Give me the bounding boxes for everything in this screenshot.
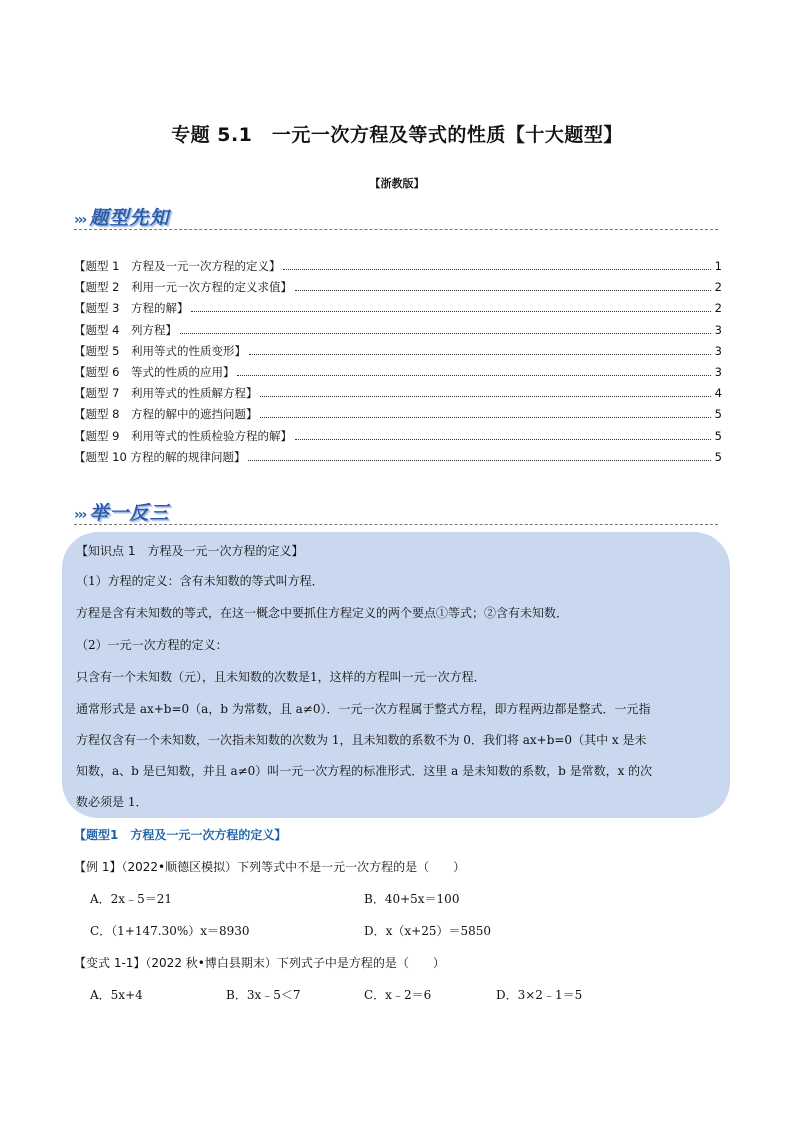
toc-entry-label: 【题型 2 利用一元一次方程的定义求值】 — [74, 280, 292, 295]
option-a[interactable]: A．2x﹣5＝21 — [90, 892, 172, 906]
toc-leader — [260, 396, 711, 397]
knowledge-box — [62, 532, 730, 818]
knowledge-line: 数必须是 1． — [76, 795, 148, 809]
section-banner-label: 举一反三 — [89, 502, 170, 524]
option-a[interactable]: A．5x+4 — [90, 988, 143, 1002]
toc-entry-label: 【题型 1 方程及一元一次方程的定义】 — [74, 259, 281, 273]
example-stem: 【例 1】（2022•顺德区模拟）下列等式中不是一元一次方程的是（ ） — [74, 860, 466, 874]
toc-entry-page: 3 — [714, 364, 722, 379]
toc-entry[interactable] — [74, 449, 722, 470]
knowledge-line: （1）方程的定义：含有未知数的等式叫方程． — [76, 574, 324, 588]
toc-leader — [180, 333, 711, 334]
toc-entry-page: 5 — [714, 428, 722, 443]
toc-leader — [260, 417, 711, 418]
option-c[interactable]: C．x﹣2＝6 — [364, 988, 432, 1002]
toc-entry[interactable] — [74, 258, 722, 279]
toc-entry-label: 【题型 8 方程的解中的遮挡问题】 — [74, 407, 258, 422]
toc-leader — [237, 375, 711, 376]
edition-label: 【浙教版】 — [369, 177, 425, 190]
option-d[interactable]: D．3×2﹣1＝5 — [496, 988, 583, 1002]
triple-arrow-icon: ››› — [74, 212, 86, 228]
toc-entry[interactable] — [74, 385, 722, 406]
toc-entry[interactable] — [74, 322, 722, 343]
toc-entry[interactable] — [74, 406, 722, 427]
toc-entry[interactable] — [74, 428, 722, 449]
toc-leader — [249, 354, 711, 355]
toc-entry-page: 2 — [714, 301, 722, 316]
toc-entry-label: 【题型 4 列方程】 — [74, 322, 177, 337]
knowledge-line: 方程是含有未知数的等式，在这一概念中要抓住方程定义的两个要点①等式；②含有未知数． — [76, 606, 569, 620]
toc-entry[interactable] — [74, 300, 722, 321]
toc-leader — [295, 439, 711, 440]
toc-entry-label: 【题型 3 方程的解】 — [74, 301, 189, 316]
toc-entry-page: 2 — [714, 280, 722, 295]
variant-stem: 【变式 1-1】（2022 秋•博白县期末）下列式子中是方程的是（ ） — [74, 956, 445, 970]
triple-arrow-icon: ››› — [74, 507, 86, 523]
toc-entry[interactable] — [74, 279, 722, 300]
toc-leader — [295, 290, 711, 291]
toc-entry-page: 3 — [714, 322, 722, 337]
toc-entry-page: 4 — [714, 386, 722, 401]
option-d[interactable]: D．x（x+25）＝5850 — [364, 924, 492, 938]
knowledge-line: 知数，a、b 是已知数，并且 a≠0）叫一元一次方程的标准形式．这里 a 是未知数的系数，b 是常数，x 的次 — [76, 764, 653, 778]
toc-leader — [283, 269, 711, 270]
toc-entry-page: 3 — [714, 343, 722, 358]
section-banner-overview — [74, 203, 169, 229]
table-of-contents — [74, 258, 722, 470]
section-divider — [74, 524, 718, 525]
toc-entry-page: 1 — [714, 259, 722, 273]
knowledge-line: 方程仅含有一个未知数，一次指未知数的次数为 1，且未知数的系数不为 0．我们将 ax+b=0（其中 x 是未 — [76, 733, 647, 747]
option-b[interactable]: B．3x﹣5＜7 — [226, 988, 301, 1002]
toc-entry-label: 【题型 10 方程的解的规律问题】 — [74, 449, 246, 464]
knowledge-line: （2）一元一次方程的定义： — [76, 638, 228, 652]
toc-entry-label: 【题型 5 利用等式的性质变形】 — [74, 343, 246, 358]
toc-entry[interactable] — [74, 364, 722, 385]
toc-leader — [191, 311, 711, 312]
section-divider — [74, 229, 718, 230]
knowledge-line: 只含有一个未知数（元），且未知数的次数是1，这样的方程叫一元一次方程． — [76, 670, 486, 684]
knowledge-line: 通常形式是 ax+b=0（a，b 为常数，且 a≠0）．一元一次方程属于整式方程，即方程两边都是整式．一元指 — [76, 702, 651, 716]
section-banner-label: 题型先知 — [89, 207, 170, 229]
toc-entry-page: 5 — [714, 407, 722, 422]
toc-leader — [248, 460, 711, 461]
toc-entry[interactable] — [74, 343, 722, 364]
toc-entry-label: 【题型 9 利用等式的性质检验方程的解】 — [74, 428, 292, 443]
option-c[interactable]: C．（1+147.30%）x＝8930 — [90, 924, 250, 938]
toc-entry-label: 【题型 7 利用等式的性质解方程】 — [74, 386, 258, 401]
knowledge-title: 【知识点 1 方程及一元一次方程的定义】 — [76, 544, 304, 558]
option-b[interactable]: B．40+5x＝100 — [364, 892, 460, 906]
toc-entry-page: 5 — [714, 449, 722, 464]
question-type-heading: 【题型1 方程及一元一次方程的定义】 — [74, 828, 287, 842]
toc-entry-label: 【题型 6 等式的性质的应用】 — [74, 364, 235, 379]
section-banner-examples — [74, 498, 169, 524]
page-title: 专题 5.1 一元一次方程及等式的性质【十大题型】 — [171, 124, 623, 146]
